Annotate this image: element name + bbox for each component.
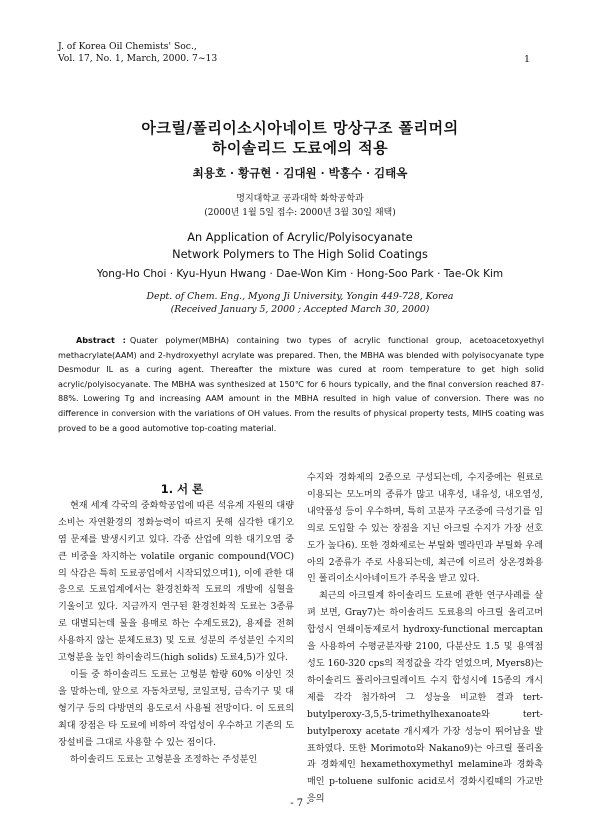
journal-name: J. of Korea Oil Chemists' Soc.,	[58, 41, 197, 52]
english-title	[0, 230, 600, 263]
korean-received-dates: (2000년 1월 5일 접수: 2000년 3월 30일 채택)	[204, 208, 396, 218]
body-paragraph: 현재 세계 각국의 중화학공업에 따른 석유계 자원의 대량소비는 자연환경의 정화능력이 따르지 못해 심각한 대기오염 문제를 발생시키고 있다. 각종 산업에 의한 대기오염 중 큰 비중을 차지하는 volatile organic compound(VOC)의 삭감은 특히 도료공업에서 시작되었으며1), 이에 관한 대응으로 도료업계에서는 환경친화적 도료의 개발에 심혈을 기울이고 있다. 지금까지 연구된 환경친화적 도료는 3종류로 대별되는데 물을 용매로 하는 수계도료2), 용제를 전혀 사용하지 않는 분체도료3) 및 도료 성분의 주성분인 수지의 고형분을 높인 하이솔리드(high solids) 도료4,5)가 있다.	[58, 500, 294, 664]
body-paragraph: 수지와 경화제의 2종으로 구성되는데, 수지중에는 원료로 이용되는 모노머의 종류가 많고 내후성, 내유성, 내오염성, 내약품성 등이 우수하며, 특히 고분자 구조중에 극성기를 임의로 도입할 수 있는 장점을 지닌 아크릴 수지가 가장 선호도가 높다6). 또한 경화제로는 부틸화 멜라민과 부틸화 우레아의 2종류가 주로 사용되는데, 최근에 이르러 상온경화용인 폴리이소시아네이트가 주목을 받고 있다.	[307, 473, 543, 585]
journal-citation	[58, 41, 217, 65]
body-paragraph: 하이솔리드 도료는 고형분을 조정하는 주성분인	[70, 754, 258, 765]
body-paragraph: 이들 중 하이솔리드 도료는 고형분 함량 60% 이상인 것을 말하는데, 앞으로 자동차코팅, 코일코팅, 금속기구 및 대형기구 등의 다방면의 용도로서 사용될 전망이다. 이 도료의 최대 장점은 타 도료에 비하여 작업성이 우수하고 기존의 도장설비를 그대로 사용할 수 있는 점이다.	[58, 669, 294, 748]
abstract	[58, 333, 544, 435]
right-column	[307, 470, 543, 808]
journal-volume: Vol. 17, No. 1, March, 2000. 7~13	[58, 53, 218, 64]
english-authors: Yong-Ho Choi · Kyu-Hyun Hwang · Dae-Won Kim · Hong-Soo Park · Tae-Ok Kim	[96, 268, 504, 280]
korean-affiliation	[0, 192, 600, 220]
left-column	[58, 481, 294, 768]
korean-title	[0, 118, 600, 158]
korean-affiliation-line1: 명지대학교 공과대학 화학공학과	[236, 194, 364, 204]
section-heading: 1. 서 론	[160, 482, 204, 496]
english-title-line1: An Application of Acrylic/Polyisocyanate	[187, 231, 413, 244]
abstract-text: Quater polymer(MBHA) containing two types of acrylic functional group, acetoacetoxyethyl methacrylate(AAM) and 2-hydroxyethyl acrylate was prepared. Then, the MBHA was blended with polyisocyanate type Desmodur IL as a curing agent. Thereafter the mixture was cured at room temperature to get high solid acrylic/polyisocyanate. The MBHA was synthesized at 150℃ for 6 hours typically, and the final conversion reached 87-88%. Lowering Tg and increasing AAM amount in the MBHA resulted in high value of conversion. There was no difference in conversion with the variations of OH values. From the results of physical property tests, MIHS coating was proved to be a good automotive top-coating material.	[58, 335, 544, 433]
english-received-dates: (Received January 5, 2000 ; Accepted March 30, 2000)	[170, 304, 430, 315]
page-number-footer: - 7 -	[290, 798, 310, 809]
korean-title-line1: 아크릴/폴리이소시아네이트 망상구조 폴리머의	[141, 119, 459, 137]
page-number-top: 1	[524, 54, 531, 65]
english-affiliation	[0, 290, 600, 316]
body-paragraph: 최근의 아크릴계 하이솔리드 도료에 관한 연구사례를 살펴 보면, Gray7)는 하이솔리드 도료용의 아크릴 올리고머 합성시 연쇄이동제로서 hydroxy-functional mercaptan을 사용하여 수평균분자량 2100, 다분산도 1.5 및 용액점성도 160-320 cps의 적정값을 각각 얻었으며, Myers8)는 하이솔리드 폴리아크릴레이트 수지 합성시에 15종의 개시제를 각각 첨가하여 그 성능을 비교한 결과 tert-butylperoxy-3,5,5-trimethylhexanoate와 tert-butylperoxy acetate 개시제가 가장 성능이 뛰어남을 발표하였다. 또한 Morimoto와 Nakano9)는 아크릴 폴리올과 경화제인 hexamethoxymethyl melamine과 경화촉매인 p-toluene sulfonic acid로서 경화시킬때의 가교반응의	[307, 591, 543, 805]
english-title-line2: Network Polymers to The High Solid Coatings	[172, 247, 428, 261]
korean-title-line2: 하이솔리드 도료에의 적용	[211, 139, 389, 157]
abstract-label: Abstract :	[76, 335, 126, 345]
english-affiliation-line1: Dept. of Chem. Eng., Myong Ji University, Yongin 449-728, Korea	[146, 291, 454, 302]
korean-authors: 최용호 · 황규현 · 김대원 · 박홍수 · 김태옥	[192, 166, 408, 180]
